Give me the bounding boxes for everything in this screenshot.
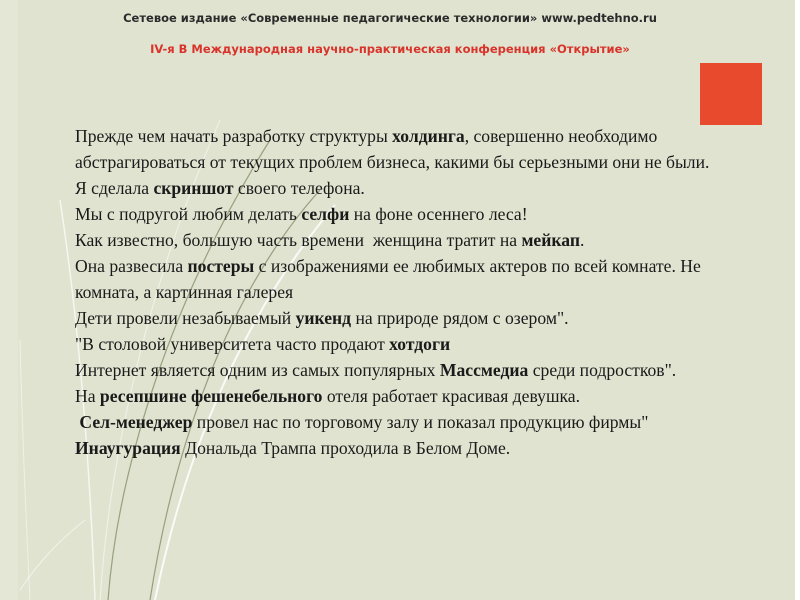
bold-term: ресепшине фешенебельного <box>99 386 323 406</box>
body-text <box>75 123 755 461</box>
text-run: на фоне осеннего леса! <box>349 204 528 224</box>
text-run: своего телефона. <box>233 178 365 198</box>
bold-term: Инаугурация <box>75 438 181 458</box>
text-run: Прежде чем начать разработку структуры <box>75 126 393 146</box>
bold-term: постеры <box>187 256 255 276</box>
paragraph <box>75 435 755 461</box>
bold-term: скриншот <box>153 178 234 198</box>
paragraph <box>75 305 755 331</box>
text-run: Она развесила <box>75 256 188 276</box>
bold-term: Сел-менеджер <box>79 412 193 432</box>
text-run: "В столовой университета часто продают <box>75 334 390 354</box>
text-run: На <box>75 386 100 406</box>
paragraph <box>75 253 755 305</box>
paragraph <box>75 201 755 227</box>
paragraph <box>75 175 755 201</box>
text-run: . <box>579 230 585 250</box>
text-run: Интернет является одним из самых популярных <box>75 360 440 380</box>
text-run: среди подростков". <box>528 360 677 380</box>
bold-term: Массмедиа <box>439 360 529 380</box>
text-run: Я сделала <box>75 178 154 198</box>
paragraph <box>75 409 755 435</box>
paragraph <box>75 331 755 357</box>
text-run: отеля работает красивая девушка. <box>322 386 580 406</box>
bold-term: холдинга <box>392 126 465 146</box>
text-run: Дети провели незабываемый <box>75 308 296 328</box>
paragraph <box>75 383 755 409</box>
conference-title: IV-я В Международная научно-практическая конференция «Открытие» <box>150 42 630 56</box>
bold-term: уикенд <box>295 308 352 328</box>
paragraph <box>75 123 755 175</box>
bold-term: мейкап <box>521 230 580 250</box>
paragraph <box>75 357 755 383</box>
text-run: , совершенно необходимо абстрагироваться от текущих проблем бизнеса, какими бы серьезными они не были. <box>75 126 710 172</box>
text-run: Мы с подругой любим делать <box>75 204 302 224</box>
text-run: с изображениями ее любимых актеров по всей комнате. Не комната, а картинная галерея <box>75 256 706 302</box>
text-run: на природе рядом с озером". <box>351 308 569 328</box>
bold-term: селфи <box>301 204 350 224</box>
site-header: Сетевое издание «Современные педагогические технологии» www.pedtehno.ru <box>123 11 657 25</box>
text-run: провел нас по торговому залу и показал продукцию фирмы" <box>192 412 649 432</box>
text-run: Как известно, большую часть времени женщина тратит на <box>75 230 522 250</box>
bold-term: хотдоги <box>389 334 451 354</box>
paragraph <box>75 227 755 253</box>
text-run: Дональда Трампа проходила в Белом Доме. <box>180 438 511 458</box>
